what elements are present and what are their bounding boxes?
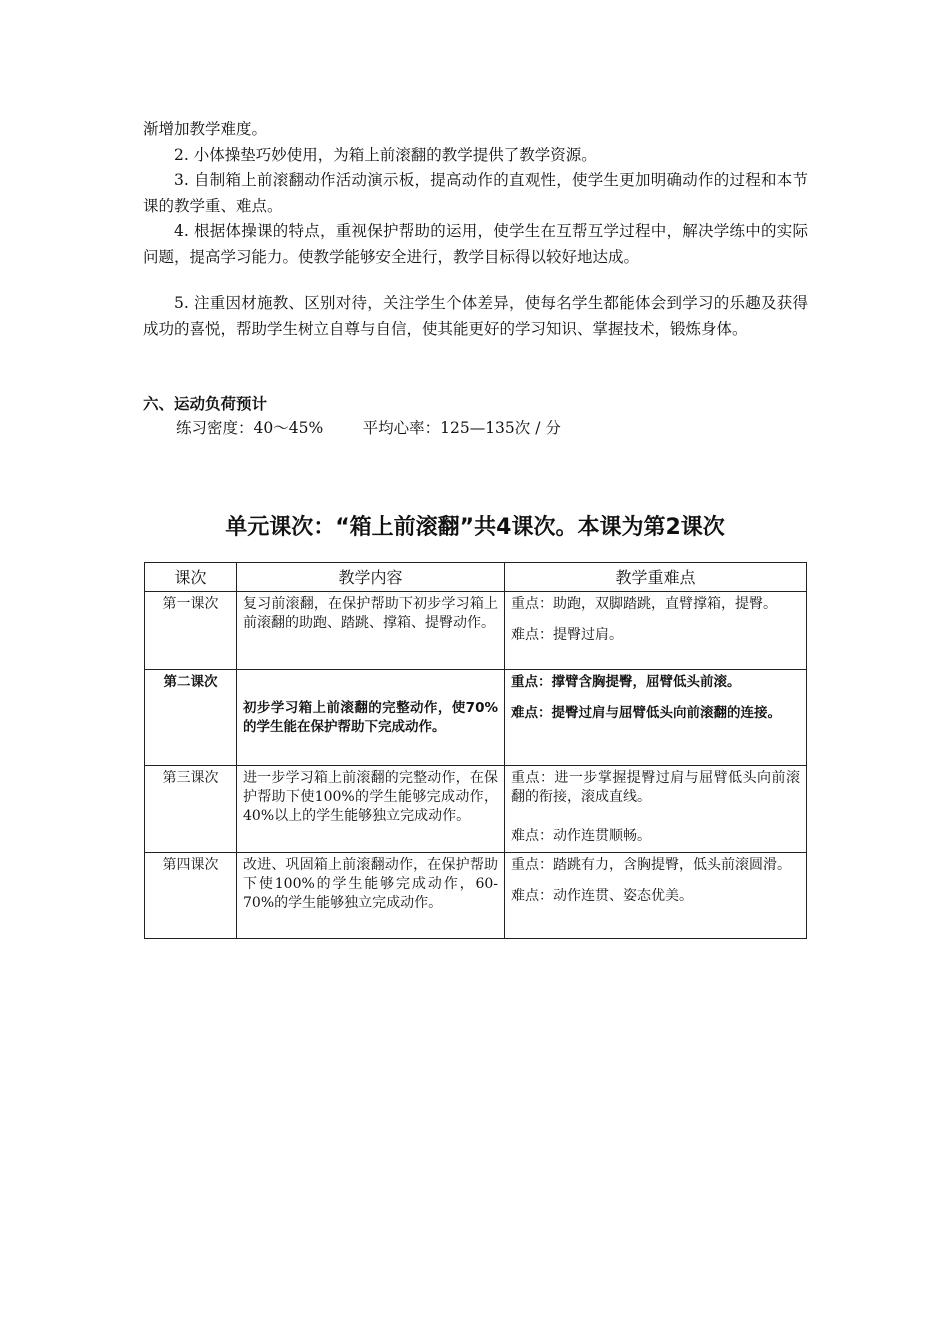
lesson-content: 改进、巩固箱上前滚翻动作，在保护帮助下使100%的学生能够完成动作，60-70%的学生能够独立完成动作。 <box>237 853 505 939</box>
table-row <box>145 853 807 939</box>
paragraph-continued: 渐增加教学难度。 <box>143 120 268 138</box>
lesson-content: 进一步学习箱上前滚翻的完整动作，在保护帮助下使100%的学生能够完成动作，40%以上的学生能够独立完成动作。 <box>237 766 505 853</box>
header-content: 教学内容 <box>237 563 505 592</box>
paragraph-5: 5. 注重因材施教、区别对待，关注学生个体差异，使每名学生都能体会到学习的乐趣及获得成功的喜悦，帮助学生树立自尊与自信，使其能更好的学习知识、掌握技术，锻炼身体。 <box>143 294 808 338</box>
key-point: 重点：撑臂含胸提臀，屈臂低头前滚。 <box>511 674 741 690</box>
lesson-key-points <box>505 766 807 853</box>
header-key-points: 教学重难点 <box>505 563 807 592</box>
paragraph-3: 3. 自制箱上前滚翻动作活动演示板，提高动作的直观性，使学生更加明确动作的过程和本节课的教学重、难点。 <box>143 171 808 215</box>
table-row <box>145 766 807 853</box>
difficulty-point: 难点：提臀过肩与屈臂低头向前滚翻的连接。 <box>511 705 781 721</box>
lesson-table <box>144 562 807 939</box>
exercise-load <box>176 416 561 438</box>
practice-density: 练习密度：40～45% <box>176 419 324 437</box>
key-point: 重点：踏跳有力，含胸提臀，低头前滚圆滑。 <box>511 857 791 873</box>
lesson-number: 第三课次 <box>145 766 237 853</box>
table-header-row <box>145 563 807 592</box>
lesson-content: 初步学习箱上前滚翻的完整动作，使70%的学生能在保护帮助下完成动作。 <box>237 670 505 766</box>
table-row <box>145 592 807 670</box>
difficulty-point: 难点：动作连贯顺畅。 <box>511 828 651 844</box>
difficulty-point: 难点：提臀过肩。 <box>511 627 623 643</box>
average-heart-rate: 平均心率：125—135次 / 分 <box>362 419 561 437</box>
key-point: 重点：助跑，双脚踏跳，直臂撑箱，提臀。 <box>511 596 777 612</box>
key-point: 重点：进一步掌握提臀过肩与屈臂低头向前滚翻的衔接，滚成直线。 <box>511 770 800 805</box>
lesson-key-points <box>505 670 807 766</box>
difficulty-point: 难点：动作连贯、姿态优美。 <box>511 888 693 904</box>
lesson-content: 复习前滚翻，在保护帮助下初步学习箱上前滚翻的助跑、踏跳、撑箱、提臀动作。 <box>237 592 505 670</box>
section-heading: 六、运动负荷预计 <box>143 394 268 413</box>
lesson-key-points <box>505 592 807 670</box>
table-row <box>145 670 807 766</box>
header-lesson: 课次 <box>145 563 237 592</box>
paragraph-4: 4. 根据体操课的特点，重视保护帮助的运用，使学生在互帮互学过程中，解决学练中的实际问题，提高学习能力。使教学能够安全进行，教学目标得以较好地达成。 <box>143 222 808 266</box>
lesson-number: 第一课次 <box>145 592 237 670</box>
paragraph-2: 2. 小体操垫巧妙使用，为箱上前滚翻的教学提供了教学资源。 <box>174 146 597 164</box>
lesson-number: 第四课次 <box>145 853 237 939</box>
unit-title: 单元课次：“箱上前滚翻”共4课次。本课为第2课次 <box>225 515 725 540</box>
lesson-key-points <box>505 853 807 939</box>
lesson-number: 第二课次 <box>145 670 237 766</box>
